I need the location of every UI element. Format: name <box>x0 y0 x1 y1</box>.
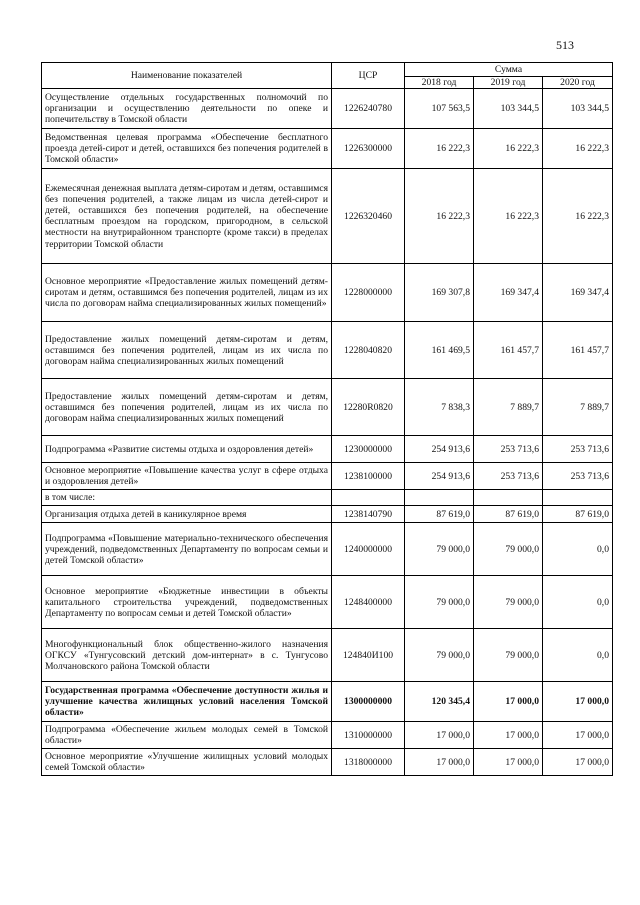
row-value-2018: 254 913,6 <box>405 436 474 463</box>
table-row <box>42 264 613 322</box>
row-name: Предоставление жилых помещений детям-сиротам и детям, оставшимся без попечения родителей, лицам из их числа по договорам найма специализированных жилых помещений <box>42 379 332 436</box>
table-row <box>42 682 613 722</box>
row-name: Основное мероприятие «Бюджетные инвестиции в объекты капитального строительства учреждений, подведомственных Департаменту по вопросам семьи и детей Томской области» <box>42 576 332 629</box>
row-value-2020: 161 457,7 <box>543 322 613 379</box>
row-value-2018: 79 000,0 <box>405 576 474 629</box>
table-row <box>42 749 613 776</box>
row-code: 1238140790 <box>332 506 405 523</box>
table-row <box>42 490 613 506</box>
row-value-2019: 161 457,7 <box>474 322 543 379</box>
table-row <box>42 89 613 129</box>
row-name: Многофункциональный блок общественно-жилого назначения ОГКСУ «Тунгусовский детский дом-интернат» в с. Тунгусово Молчановского района Томской области <box>42 629 332 682</box>
col-header-sum: Сумма <box>405 63 613 77</box>
row-value-2020: 253 713,6 <box>543 463 613 490</box>
row-value-2019: 17 000,0 <box>474 722 543 749</box>
table-row <box>42 523 613 576</box>
table-row <box>42 169 613 264</box>
row-value-2019: 7 889,7 <box>474 379 543 436</box>
row-value-2020: 253 713,6 <box>543 436 613 463</box>
table-row <box>42 129 613 169</box>
row-value-2018: 254 913,6 <box>405 463 474 490</box>
page-number: 513 <box>556 38 574 52</box>
header-row <box>42 63 613 77</box>
row-code: 1240000000 <box>332 523 405 576</box>
row-value-2018: 107 563,5 <box>405 89 474 129</box>
row-name: Подпрограмма «Повышение материально-технического обеспечения учреждений, подведомственных Департаменту по вопросам семьи и детей Томской области» <box>42 523 332 576</box>
row-value-2020: 0,0 <box>543 523 613 576</box>
row-code <box>332 490 405 506</box>
row-value-2020: 17 000,0 <box>543 682 613 722</box>
row-code: 1230000000 <box>332 436 405 463</box>
row-name: Основное мероприятие «Повышение качества услуг в сфере отдыха и оздоровления детей» <box>42 463 332 490</box>
row-code: 1226320460 <box>332 169 405 264</box>
row-value-2020: 16 222,3 <box>543 129 613 169</box>
table-row <box>42 629 613 682</box>
row-value-2018: 87 619,0 <box>405 506 474 523</box>
row-value-2018: 79 000,0 <box>405 523 474 576</box>
row-value-2018: 169 307,8 <box>405 264 474 322</box>
row-value-2018: 16 222,3 <box>405 169 474 264</box>
table-row <box>42 576 613 629</box>
row-name: Подпрограмма «Развитие системы отдыха и оздоровления детей» <box>42 436 332 463</box>
row-value-2018: 17 000,0 <box>405 722 474 749</box>
row-code: 1228000000 <box>332 264 405 322</box>
row-value-2020: 0,0 <box>543 629 613 682</box>
table-row <box>42 379 613 436</box>
row-code: 1228040820 <box>332 322 405 379</box>
row-code: 124840И100 <box>332 629 405 682</box>
row-code: 1300000000 <box>332 682 405 722</box>
row-code: 1248400000 <box>332 576 405 629</box>
row-code: 12280R0820 <box>332 379 405 436</box>
row-value-2019 <box>474 490 543 506</box>
row-value-2020: 0,0 <box>543 576 613 629</box>
row-name: Основное мероприятие «Предоставление жилых помещений детям-сиротам и детям, оставшимся без попечения родителей, лицам из их числа по договорам найма специализированных жилых помещений» <box>42 264 332 322</box>
row-value-2019: 16 222,3 <box>474 169 543 264</box>
row-value-2019: 103 344,5 <box>474 89 543 129</box>
row-value-2019: 79 000,0 <box>474 576 543 629</box>
row-value-2019: 253 713,6 <box>474 436 543 463</box>
row-name: Ежемесячная денежная выплата детям-сиротам и детям, оставшимся без попечения родителей, а также лицам из числа детей-сирот и детей, оставшихся без попечения родителей, на обеспечение бесплатным проездом на городском, пригородном, в сельской местности на внутрирайонном транспорте (кроме такси) в пределах территории Томской области <box>42 169 332 264</box>
row-name: Ведомственная целевая программа «Обеспечение бесплатного проезда детей-сирот и детей, оставшихся без попечения родителей в Томской области» <box>42 129 332 169</box>
table-row <box>42 463 613 490</box>
row-value-2019: 79 000,0 <box>474 523 543 576</box>
budget-table <box>41 62 613 776</box>
row-value-2020: 17 000,0 <box>543 722 613 749</box>
table-row <box>42 322 613 379</box>
row-value-2018: 161 469,5 <box>405 322 474 379</box>
row-code: 1318000000 <box>332 749 405 776</box>
row-code: 1226300000 <box>332 129 405 169</box>
row-value-2019: 17 000,0 <box>474 682 543 722</box>
col-header-2018: 2018 год <box>405 77 474 89</box>
row-value-2018: 17 000,0 <box>405 749 474 776</box>
row-value-2019: 17 000,0 <box>474 749 543 776</box>
row-value-2018 <box>405 490 474 506</box>
row-name: Организация отдыха детей в каникулярное время <box>42 506 332 523</box>
row-value-2020: 103 344,5 <box>543 89 613 129</box>
row-name: Государственная программа «Обеспечение доступности жилья и улучшение качества жилищных условий населения Томской области» <box>42 682 332 722</box>
row-name: Осуществление отдельных государственных полномочий по организации и осуществлению деятельности по опеке и попечительству в Томской области <box>42 89 332 129</box>
row-value-2020: 16 222,3 <box>543 169 613 264</box>
row-value-2018: 79 000,0 <box>405 629 474 682</box>
row-value-2020: 7 889,7 <box>543 379 613 436</box>
row-code: 1238100000 <box>332 463 405 490</box>
row-code: 1226240780 <box>332 89 405 129</box>
row-value-2020: 169 347,4 <box>543 264 613 322</box>
row-value-2020 <box>543 490 613 506</box>
row-value-2019: 87 619,0 <box>474 506 543 523</box>
col-header-2020: 2020 год <box>543 77 613 89</box>
row-value-2018: 120 345,4 <box>405 682 474 722</box>
row-value-2019: 79 000,0 <box>474 629 543 682</box>
table-row <box>42 436 613 463</box>
col-header-code: ЦСР <box>332 63 405 89</box>
col-header-2019: 2019 год <box>474 77 543 89</box>
row-value-2020: 87 619,0 <box>543 506 613 523</box>
row-value-2019: 169 347,4 <box>474 264 543 322</box>
row-name: Подпрограмма «Обеспечение жильем молодых семей в Томской области» <box>42 722 332 749</box>
row-value-2020: 17 000,0 <box>543 749 613 776</box>
col-header-name: Наименование показателей <box>42 63 332 89</box>
row-code: 1310000000 <box>332 722 405 749</box>
row-name: Предоставление жилых помещений детям-сиротам и детям, оставшимся без попечения родителей, лицам из их числа по договорам найма специализированных жилых помещений <box>42 322 332 379</box>
row-value-2018: 7 838,3 <box>405 379 474 436</box>
row-value-2018: 16 222,3 <box>405 129 474 169</box>
row-value-2019: 253 713,6 <box>474 463 543 490</box>
row-name: в том числе: <box>42 490 332 506</box>
row-name: Основное мероприятие «Улучшение жилищных условий молодых семей Томской области» <box>42 749 332 776</box>
table-row <box>42 506 613 523</box>
table-row <box>42 722 613 749</box>
row-value-2019: 16 222,3 <box>474 129 543 169</box>
